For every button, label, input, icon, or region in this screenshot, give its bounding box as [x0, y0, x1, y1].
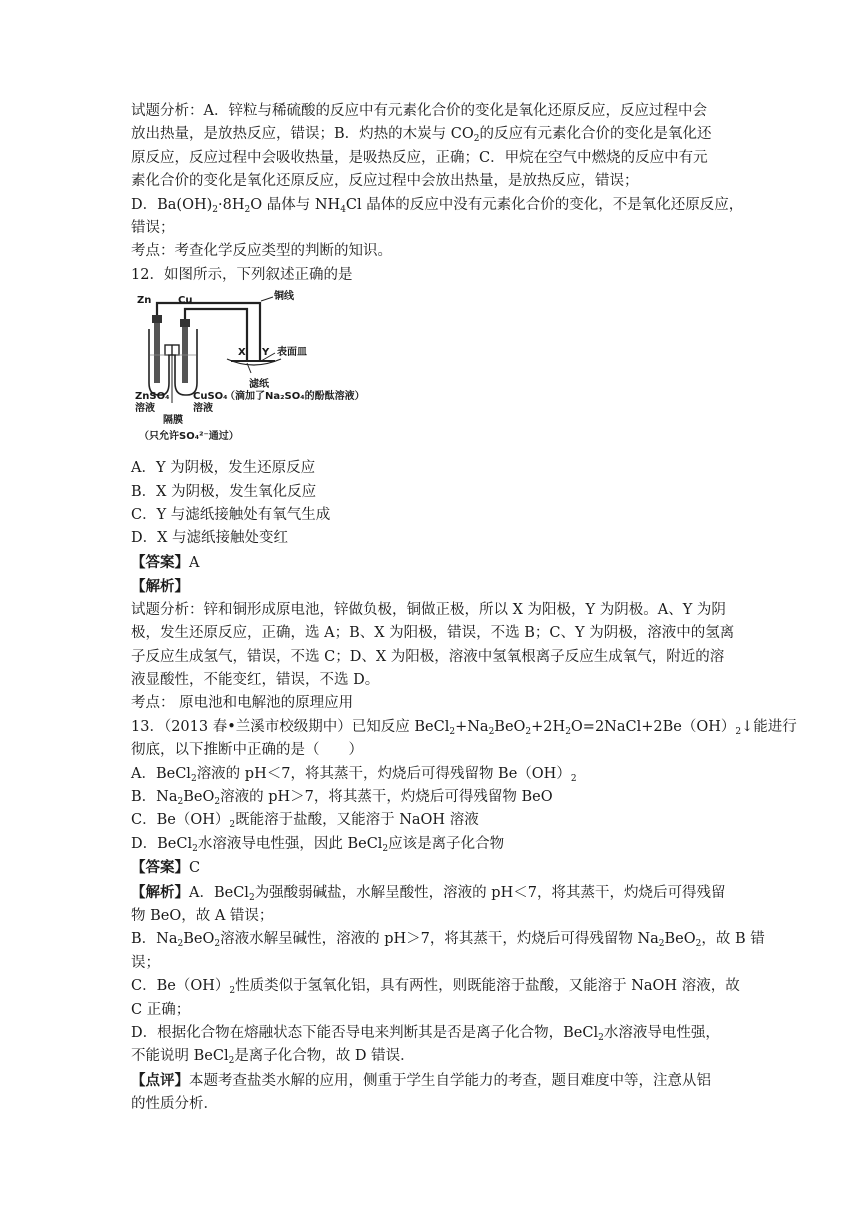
option-b: B．X 为阴极，发生氧化反应: [131, 483, 317, 500]
analysis-heading: 【解析】: [131, 578, 189, 596]
option-d: D．BeCl$_2$水溶液导电性强，因此 BeCl$_2$应该是离子化合物: [131, 835, 505, 854]
analysis-line: 子反应生成氢气，错误，不选 C；D、X 为阳极，溶液中氢氧根离子反应生成氧气，附近的溶: [131, 648, 725, 665]
comment-line: 【点评】本题考查盐类水解的应用，侧重于学生自学能力的考查，题目难度中等，注意从铝: [131, 1071, 711, 1089]
text-line: 放出热量，是放热反应，错误；B．灼热的木炭与 $CO_2$的反应有元素化合价的变化是氧化还: [131, 126, 712, 145]
filter-note-label: （滴加了Na₂SO₄的酚酞溶液）: [225, 391, 365, 403]
question-12: [131, 264, 735, 716]
analysis-line: B．$Na_2BeO_2$溶液水解呈碱性，溶液的 pH＞7，将其蒸干，灼烧后可得残留物 $Na_2BeO_2$，故 B 错: [131, 931, 765, 950]
membrane-note-label: （只允许SO₄²⁻通过）: [139, 431, 239, 443]
analysis-line: C．$Be(OH)_2$性质类似于氢氧化铝，具有两性，则既能溶于盐酸，又能溶于 NaOH 溶液，故: [131, 978, 740, 997]
q11-analysis: [131, 100, 744, 264]
document-page: [131, 100, 797, 1117]
watch-glass-label: 表面皿: [277, 347, 307, 359]
text-line: 错误；: [131, 220, 175, 237]
question-13: [131, 716, 797, 1117]
x-label: X: [238, 347, 246, 359]
analysis-line: 极，发生还原反应，正确，选 A；B、X 为阳极，错误，不选 B；C、Y 为阴极，溶液中的氢离: [131, 625, 735, 642]
answer-line: 【答案】C: [131, 859, 201, 877]
text-line: D．$Ba(OH)_2\cdot 8H_2O$ 晶体与 $NH_4Cl$ 晶体的反应中没有元素化合价的变化，不是氧化还原反应，: [131, 196, 744, 215]
question-stem: 13．（2013 春•兰溪市校级期中）已知反应 $BeCl_2+Na_2BeO_2+2H_2O=2NaCl+2Be(OH)_2↓$能进行: [131, 718, 797, 737]
analysis-line: 误；: [131, 954, 160, 971]
kaodian-line: 考点：考查化学反应类型的判断的知识。: [131, 243, 392, 260]
cuso4-label: CuSO₄: [193, 391, 228, 403]
membrane-label: 隔膜: [163, 415, 183, 427]
question-stem-cont: 彻底，以下推断中正确的是（ ）: [131, 742, 363, 759]
text-line: 素化合价的变化是氧化还原反应，反应过程中会放出热量，是放热反应，错误；: [131, 173, 639, 190]
text-line: 试题分析：A．锌粒与稀硫酸的反应中有元素化合价的变化是氧化还原反应，反应过程中会: [131, 103, 707, 119]
znso4-label: ZnSO₄: [135, 391, 170, 403]
analysis-line: 液显酸性，不能变红，错误，不选 D。: [131, 671, 380, 688]
answer-line: 【答案】A: [131, 553, 200, 571]
option-d: D．X 与滤纸接触处变红: [131, 530, 289, 547]
option-c: C．$Be(OH)_2$既能溶于盐酸，又能溶于 NaOH 溶液: [131, 812, 479, 831]
text-line: 原反应，反应过程中会吸收热量，是吸热反应，正确；C．甲烷在空气中燃烧的反应中有元: [131, 149, 708, 166]
y-label: Y: [262, 347, 270, 359]
cu-label: Cu: [178, 295, 193, 307]
cuso4-solution-label: 溶液: [193, 403, 213, 415]
kaodian-line: 考点： 原电池和电解池的原理应用: [131, 695, 354, 712]
copper-wire-label: 铜线: [274, 291, 294, 303]
znso4-solution-label: 溶液: [135, 403, 155, 415]
option-c: C．Y 与滤纸接触处有氧气生成: [131, 507, 331, 524]
analysis-line: 物 BeO，故 A 错误；: [131, 907, 274, 924]
analysis-line: C 正确；: [131, 1001, 191, 1018]
option-a: A．BeCl$_2$溶液的 pH＜7，将其蒸干，灼烧后可得残留物 $Be(OH)_2$: [131, 765, 577, 784]
analysis-line: 【解析】A．BeCl$_2$为强酸弱碱盐，水解呈酸性，溶液的 pH＜7，将其蒸干，灼烧后可得残留: [131, 883, 726, 903]
comment-line: 的性质分析．: [131, 1096, 218, 1113]
analysis-line: 试题分析：锌和铜形成原电池，锌做负极，铜做正极，所以 X 为阳极，Y 为阴极。A、Y 为阴: [131, 601, 726, 618]
question-stem: 12．如图所示，下列叙述正确的是: [131, 266, 353, 283]
zn-label: Zn: [137, 295, 152, 307]
filter-paper-label: 滤纸: [249, 379, 269, 391]
analysis-line: D．根据化合物在熔融状态下能否导电来判断其是否是离子化合物，BeCl$_2$水溶液导电性强，: [131, 1025, 720, 1043]
analysis-line: 不能说明 BeCl$_2$是离子化合物，故 D 错误．: [131, 1048, 415, 1067]
option-b: B．$Na_2BeO_2$溶液的 pH＞7，将其蒸干，灼烧后可得残留物 BeO: [131, 788, 553, 807]
electrochem-figure: [135, 291, 365, 449]
option-a: A．Y 为阴极，发生还原反应: [131, 460, 316, 477]
